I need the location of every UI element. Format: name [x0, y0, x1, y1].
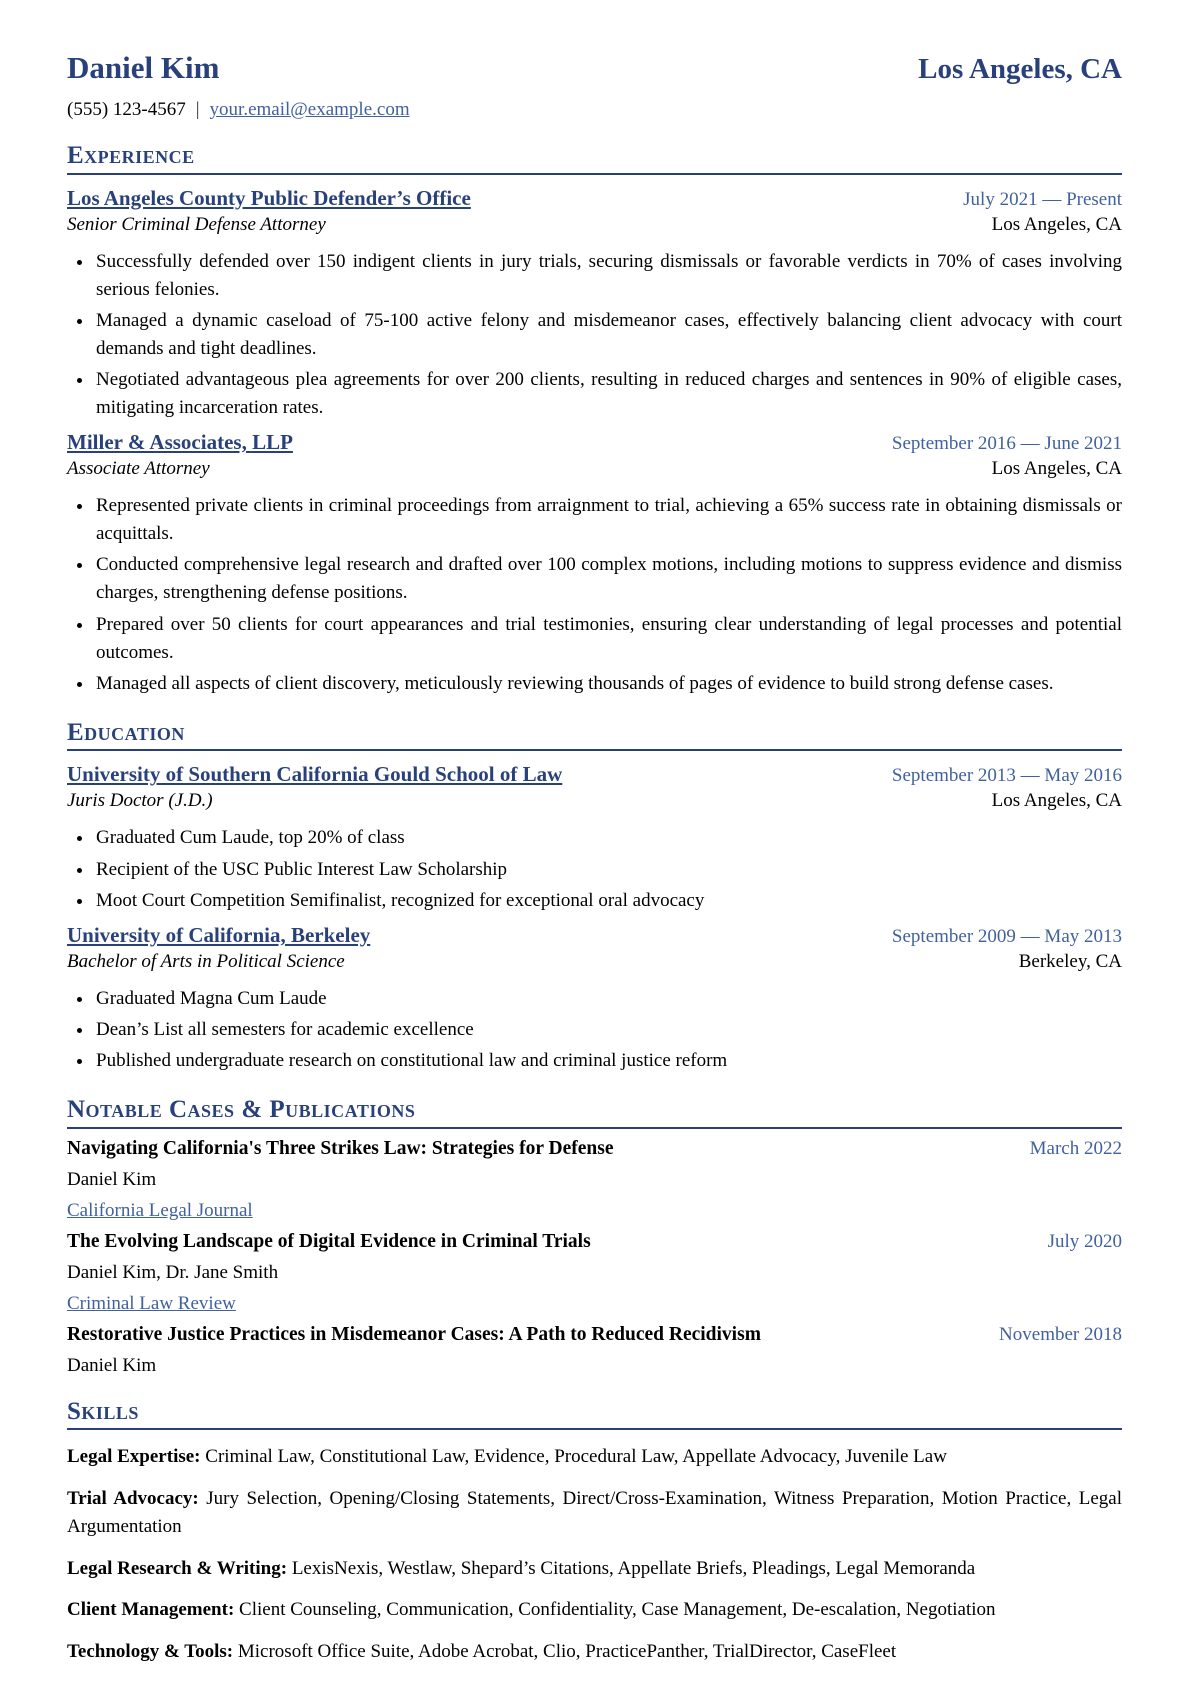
section-title-skills: Skills [67, 1397, 139, 1425]
publication-entry [67, 1231, 1122, 1315]
publication-authors: Daniel Kim [67, 1168, 157, 1190]
skill-label: Legal Expertise: [67, 1446, 201, 1468]
bullet-item: • Conducted comprehensive legal research and drafted over 100 complex motions, including motions to suppress evidence and dismiss charges, strengthening defense positions. [94, 551, 1122, 607]
school-link[interactable]: University of Southern California Gould School of Law [67, 762, 563, 787]
section-publications [67, 1096, 1122, 1377]
skill-line [67, 1596, 1122, 1625]
bullet-item: • Recipient of the USC Public Interest Law Scholarship [94, 856, 1122, 884]
publication-title: The Evolving Landscape of Digital Evidence in Criminal Trials [67, 1230, 591, 1252]
bullet-item: • Negotiated advantageous plea agreements for over 200 clients, resulting in reduced charges and sentences in 90% of eligible cases, mitigating incarceration rates. [94, 366, 1122, 422]
section-title-publications: Notable Cases & Publications [67, 1096, 416, 1124]
skill-line [67, 1443, 1122, 1472]
section-skills [67, 1398, 1122, 1667]
publication-title: Navigating California's Three Strikes Law: Strategies for Defense [67, 1137, 614, 1159]
skill-content: Criminal Law, Constitutional Law, Evidence, Procedural Law, Appellate Advocacy, Juvenile Law [205, 1446, 947, 1468]
skill-content: Microsoft Office Suite, Adobe Acrobat, Clio, PracticePanther, TrialDirector, CaseFleet [237, 1640, 897, 1662]
entry-dates: September 2009 — May 2013 [891, 925, 1122, 947]
entry-position: Senior Criminal Defense Attorney [67, 213, 326, 235]
publication-date: March 2022 [1029, 1137, 1122, 1159]
bullet-item: • Managed a dynamic caseload of 75-100 active felony and misdemeanor cases, effectively balancing client advocacy with court demands and tight deadlines. [94, 307, 1122, 363]
bullet-item: • Managed all aspects of client discovery, meticulously reviewing thousands of pages of evidence to build strong defense cases. [94, 670, 1122, 698]
company-link[interactable]: Los Angeles County Public Defender’s Office [67, 185, 471, 210]
section-education [67, 719, 1122, 1075]
school-link[interactable]: University of California, Berkeley [67, 922, 371, 947]
publication-entry [67, 1138, 1122, 1222]
entry-location: Los Angeles, CA [991, 790, 1122, 812]
entry-location: Berkeley, CA [1018, 950, 1122, 972]
entry-dates: September 2013 — May 2016 [891, 765, 1122, 787]
company-link[interactable]: Miller & Associates, LLP [67, 430, 293, 455]
section-title-experience: Experience [67, 142, 195, 169]
skill-label: Legal Research & Writing: [67, 1557, 288, 1579]
section-rule [67, 1428, 1122, 1430]
person-name: Daniel Kim [67, 50, 220, 85]
skill-label: Client Management: [67, 1599, 235, 1621]
education-entry [67, 762, 1122, 914]
bullet-item: • Graduated Magna Cum Laude [94, 985, 1122, 1013]
publication-authors: Daniel Kim, Dr. Jane Smith [67, 1261, 279, 1283]
entry-location: Los Angeles, CA [991, 213, 1122, 235]
skill-line [67, 1638, 1122, 1667]
entry-dates: July 2021 — Present [963, 188, 1122, 210]
education-entry [67, 923, 1122, 1075]
header-location: Los Angeles, CA [918, 53, 1122, 85]
bullet-item: • Represented private clients in criminal proceedings from arraignment to trial, achieving a 65% success rate in obtaining dismissals or acquittals. [94, 492, 1122, 548]
journal-link[interactable]: California Legal Journal [67, 1199, 253, 1221]
contact-line [67, 99, 1122, 121]
bullet-item: • Published undergraduate research on constitutional law and criminal justice reform [94, 1047, 1122, 1075]
entry-degree: Bachelor of Arts in Political Science [67, 950, 345, 972]
entry-dates: September 2016 — June 2021 [891, 433, 1122, 455]
bullet-item: • Dean’s List all semesters for academic excellence [94, 1016, 1122, 1044]
skill-line [67, 1555, 1122, 1584]
publication-date: November 2018 [999, 1323, 1122, 1345]
bullet-item: • Successfully defended over 150 indigent clients in jury trials, securing dismissals or favorable verdicts in 70% of cases involving serious felonies. [94, 248, 1122, 304]
experience-bullets [67, 248, 1122, 423]
header [67, 50, 1122, 86]
contact-separator: | [195, 99, 200, 120]
experience-entry [67, 186, 1122, 423]
publication-authors: Daniel Kim [67, 1354, 157, 1376]
skill-line [67, 1485, 1122, 1542]
entry-position: Associate Attorney [67, 458, 210, 480]
publication-title: Restorative Justice Practices in Misdemeanor Cases: A Path to Reduced Recidivism [67, 1323, 761, 1345]
bullet-item: • Graduated Cum Laude, top 20% of class [94, 824, 1122, 852]
publication-date: July 2020 [1047, 1230, 1122, 1252]
section-title-education: Education [67, 718, 185, 746]
education-bullets [67, 985, 1122, 1075]
skill-content: Jury Selection, Opening/Closing Statements, Direct/Cross-Examination, Witness Preparation, Motion Practice, Legal Argumentation [67, 1487, 1123, 1538]
skill-label: Technology & Tools: [67, 1640, 234, 1662]
experience-bullets [67, 492, 1122, 698]
bullet-item: • Moot Court Competition Semifinalist, recognized for exceptional oral advocacy [94, 887, 1122, 915]
bullet-item: • Prepared over 50 clients for court appearances and trial testimonies, ensuring clear understanding of legal processes and potential outcomes. [94, 611, 1122, 667]
entry-degree: Juris Doctor (J.D.) [67, 790, 213, 812]
section-rule [67, 749, 1122, 751]
education-bullets [67, 824, 1122, 914]
section-experience [67, 142, 1122, 698]
skill-content: Client Counseling, Communication, Confidentiality, Case Management, De-escalation, Negotiation [239, 1599, 996, 1621]
publication-entry [67, 1324, 1122, 1377]
skill-content: LexisNexis, Westlaw, Shepard’s Citations, Appellate Briefs, Pleadings, Legal Memoranda [291, 1557, 976, 1579]
email-link[interactable]: your.email@example.com [209, 99, 410, 120]
section-rule [67, 1127, 1122, 1129]
experience-entry [67, 430, 1122, 698]
journal-link[interactable]: Criminal Law Review [67, 1292, 236, 1314]
section-rule [67, 173, 1122, 175]
entry-location: Los Angeles, CA [991, 458, 1122, 480]
phone-number: (555) 123-4567 [67, 99, 186, 120]
skill-label: Trial Advocacy: [67, 1487, 199, 1509]
